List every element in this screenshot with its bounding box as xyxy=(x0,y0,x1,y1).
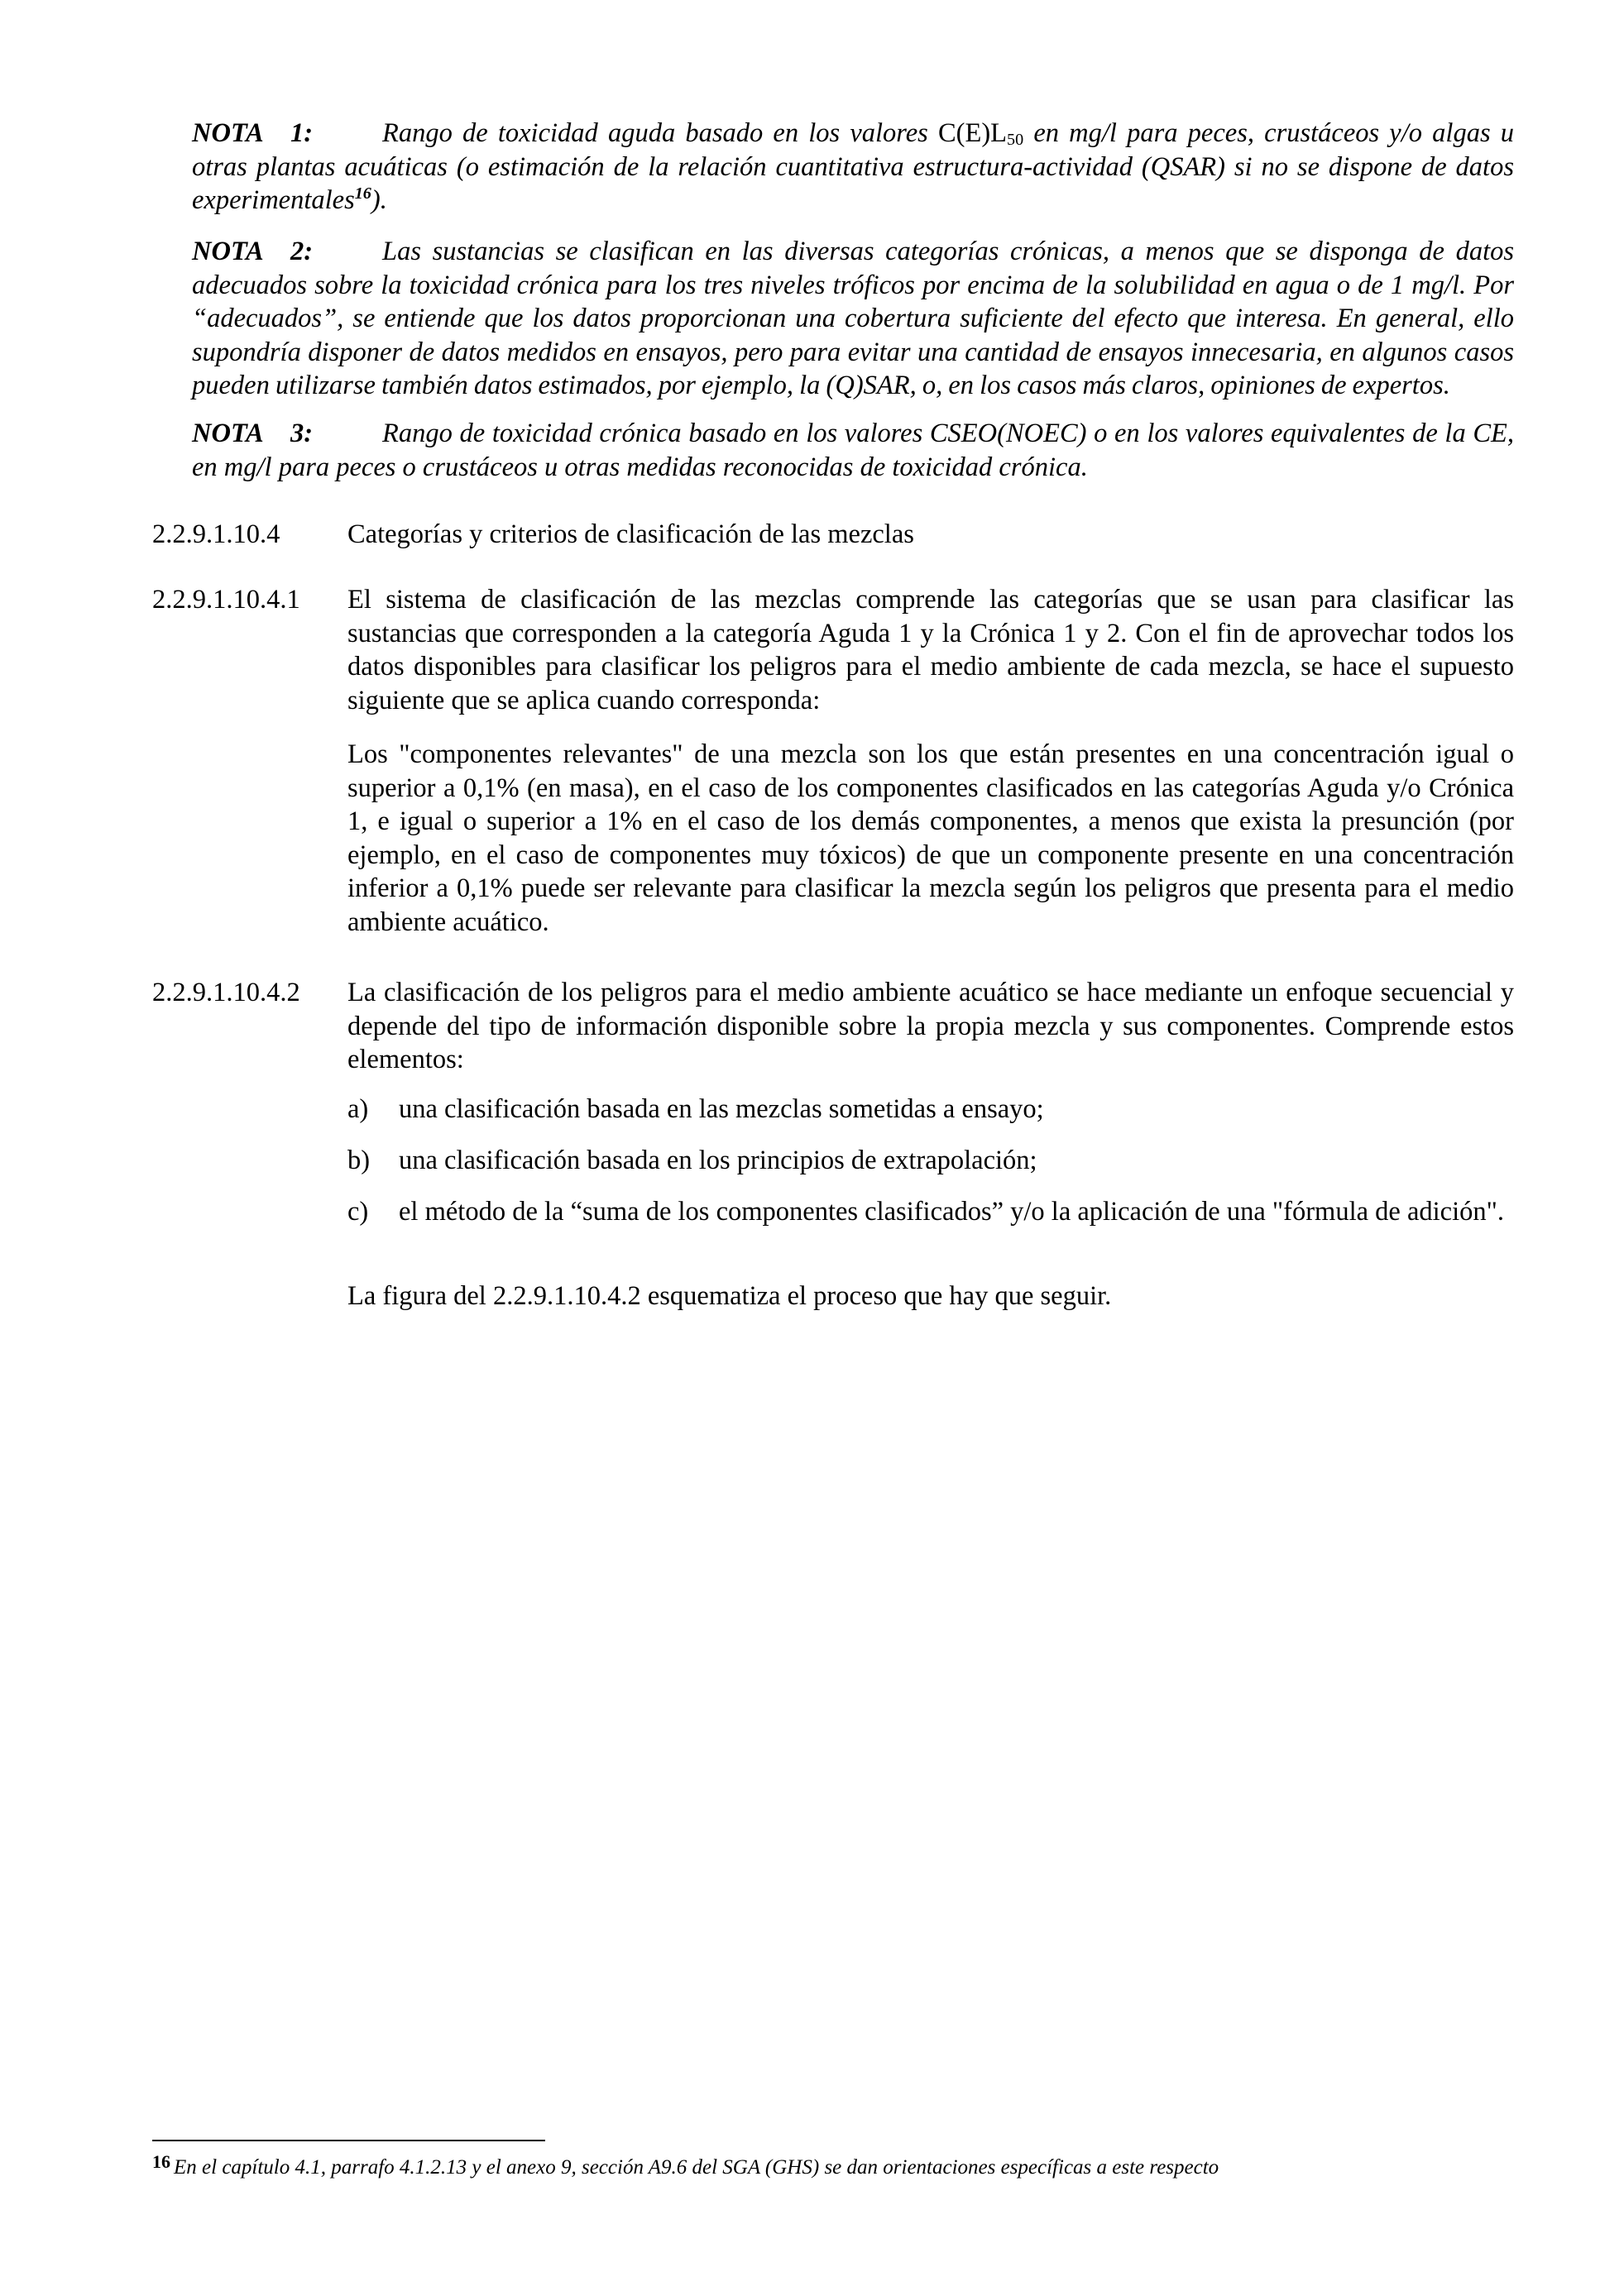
relevant-components-paragraph: Los "componentes relevantes" de una mezcla son los que están presentes en una concentración igual o superior a 0,1% (en masa), en el caso de los componentes clasificados en las categorías Aguda y/o Crónica 1, e igual o superior a 1% en el caso de los demás componentes, a menos que exista la presunción (por ejemplo, en el caso de componentes muy tóxicos) de que un componente presente en una concentración inferior a 0,1% puede ser relevante para clasificar la mezcla según los peligros que presenta para el medio ambiente acuático. xyxy=(347,739,1514,937)
section-number: 2.2.9.1.10.4 xyxy=(152,519,280,549)
note-1-upright: C(E)L xyxy=(938,118,1008,148)
list-marker: a) xyxy=(347,1094,369,1124)
section-title: Categorías y criterios de clasificación de las mezclas xyxy=(347,519,914,549)
note-2 xyxy=(192,235,1514,403)
list-text: una clasificación basada en las mezclas sometidas a ensayo; xyxy=(399,1094,1044,1124)
list-marker: c) xyxy=(347,1197,369,1227)
footnote-number: 16 xyxy=(152,2151,170,2172)
subsection-2-number: 2.2.9.1.10.4.2 xyxy=(152,978,300,1007)
note-1 xyxy=(192,117,1514,218)
closing-sentence: La figura del 2.2.9.1.10.4.2 esquematiza el proceso que hay que seguir. xyxy=(347,1281,1112,1311)
note-3-text: Rango de toxicidad crónica basado en los valores CSEO(NOEC) o en los valores equivalentes de la CE, en mg/l para peces o crustáceos u otras medidas reconocidas de toxicidad crónica. xyxy=(192,419,1514,482)
footnote-separator xyxy=(152,2140,545,2141)
note-2-text: Las sustancias se clasifican en las diversas categorías crónicas, a menos que se disponga de datos adecuados sobre la toxicidad crónica para los tres niveles tróficos por encima de la solubilidad en agua o de 1 mg/l. Por “adecuados”, se entiende que los datos proporcionan una cobertura suficiente del efecto que interesa. En general, ello supondría disponer de datos medidos en ensayos, pero para evitar una cantidad de ensayos innecesaria, en algunos casos pueden utilizarse también datos estimados, por ejemplo, la (Q)SAR, o, en los casos más claros, opiniones de expertos. xyxy=(192,237,1514,400)
note-1-label: NOTA 1: xyxy=(192,118,314,148)
note-1-text-before: Rango de toxicidad aguda basado en los valores xyxy=(382,118,938,148)
subsection-1-number: 2.2.9.1.10.4.1 xyxy=(152,585,300,615)
note-3 xyxy=(192,417,1514,484)
footnote xyxy=(152,2148,1219,2182)
note-1-text-end: ). xyxy=(371,185,387,215)
list-text: una clasificación basada en los principios de extrapolación; xyxy=(399,1146,1037,1175)
subsection-2-text: La clasificación de los peligros para el medio ambiente acuático se hace mediante un enfoque secuencial y depende del tipo de información disponible sobre la propia mezcla y sus componentes. Comprende estos elementos: xyxy=(347,978,1514,1074)
list-marker: b) xyxy=(347,1146,371,1175)
note-3-label: NOTA 3: xyxy=(192,419,314,448)
footnote-text: En el capítulo 4.1, parrafo 4.1.2.13 y el anexo 9, sección A9.6 del SGA (GHS) se dan orientaciones específicas a este respecto xyxy=(174,2156,1219,2179)
note-2-label: NOTA 2: xyxy=(192,237,314,266)
subsection-1-text: El sistema de clasificación de las mezclas comprende las categorías que se usan para clasificar las sustancias que corresponden a la categoría Aguda 1 y la Crónica 1 y 2. Con el fin de aprovechar todos los datos disponibles para clasificar los peligros para el medio ambiente de cada mezcla, se hace el supuesto siguiente que se aplica cuando corresponda: xyxy=(347,585,1514,715)
list-text: el método de la “suma de los componentes clasificados” y/o la aplicación de una "fórmula de adición". xyxy=(399,1197,1505,1227)
note-1-subscript: 50 xyxy=(1007,131,1024,150)
footnote-reference[interactable]: 16 xyxy=(354,184,371,203)
note-1-text-after: en mg/l para peces, crustáceos y/o algas u otras plantas acuáticas (o estimación de la relación cuantitativa estructura-actividad (QSAR) si no se dispone de datos experimentales xyxy=(192,118,1515,215)
